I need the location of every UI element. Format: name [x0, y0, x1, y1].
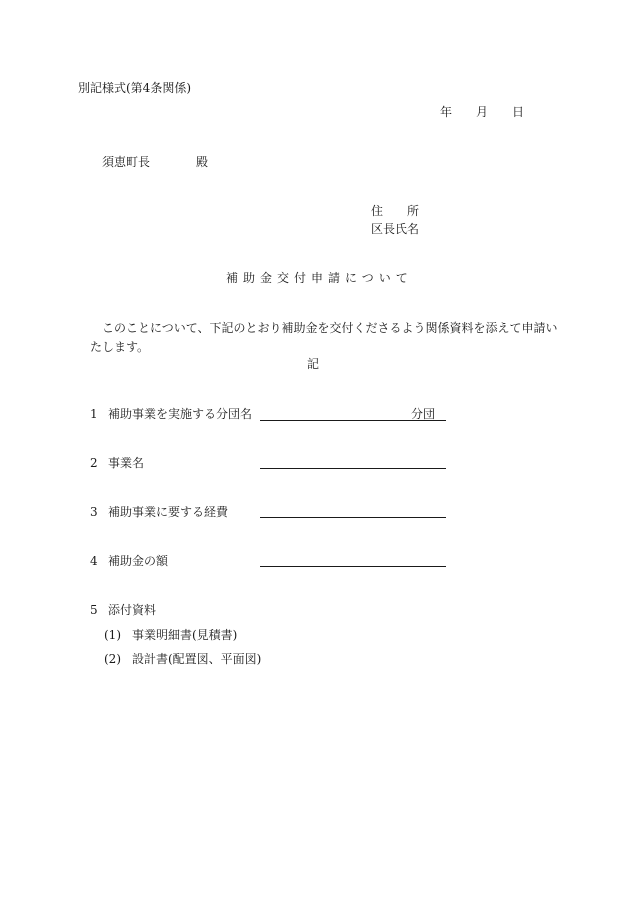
attachment-number: (2) [104, 652, 121, 666]
item-number: 4 [90, 554, 98, 568]
item-number: 2 [90, 456, 98, 470]
ki-label: 記 [307, 357, 320, 371]
item-label: 補助事業に要する経費 [108, 505, 229, 519]
applicant-address-label: 住 所 [371, 204, 420, 218]
item-label: 事業名 [108, 456, 145, 470]
item-label: 補助金の額 [108, 554, 169, 568]
item-blank-line[interactable] [260, 420, 446, 421]
attachment-text: 事業明細書(見積書) [132, 628, 238, 642]
attachment-number: (1) [104, 628, 121, 642]
date-year-label: 年 [440, 105, 453, 119]
item-suffix: 分団 [411, 407, 436, 421]
item-blank-line[interactable] [260, 468, 446, 469]
item-number: 3 [90, 505, 98, 519]
addressee-name: 須恵町長 [102, 155, 151, 169]
attachments-number: 5 [90, 603, 98, 617]
addressee-honorific: 殿 [196, 155, 209, 169]
attachments-label: 添付資料 [108, 603, 157, 617]
applicant-name-label: 区長氏名 [371, 222, 420, 236]
body-line-2: たします。 [90, 340, 150, 354]
body-line-1: このことについて、下記のとおり補助金を交付くださるよう関係資料を添えて申請い [102, 321, 558, 335]
date-month-label: 月 [476, 105, 489, 119]
item-label: 補助事業を実施する分団名 [108, 407, 253, 421]
item-blank-line[interactable] [260, 566, 446, 567]
item-blank-line[interactable] [260, 517, 446, 518]
form-label: 別記様式(第4条関係) [78, 81, 191, 95]
item-number: 1 [90, 407, 98, 421]
attachment-text: 設計書(配置図、平面図) [132, 652, 262, 666]
document-title: 補助金交付申請について [226, 271, 413, 285]
date-day-label: 日 [512, 105, 525, 119]
